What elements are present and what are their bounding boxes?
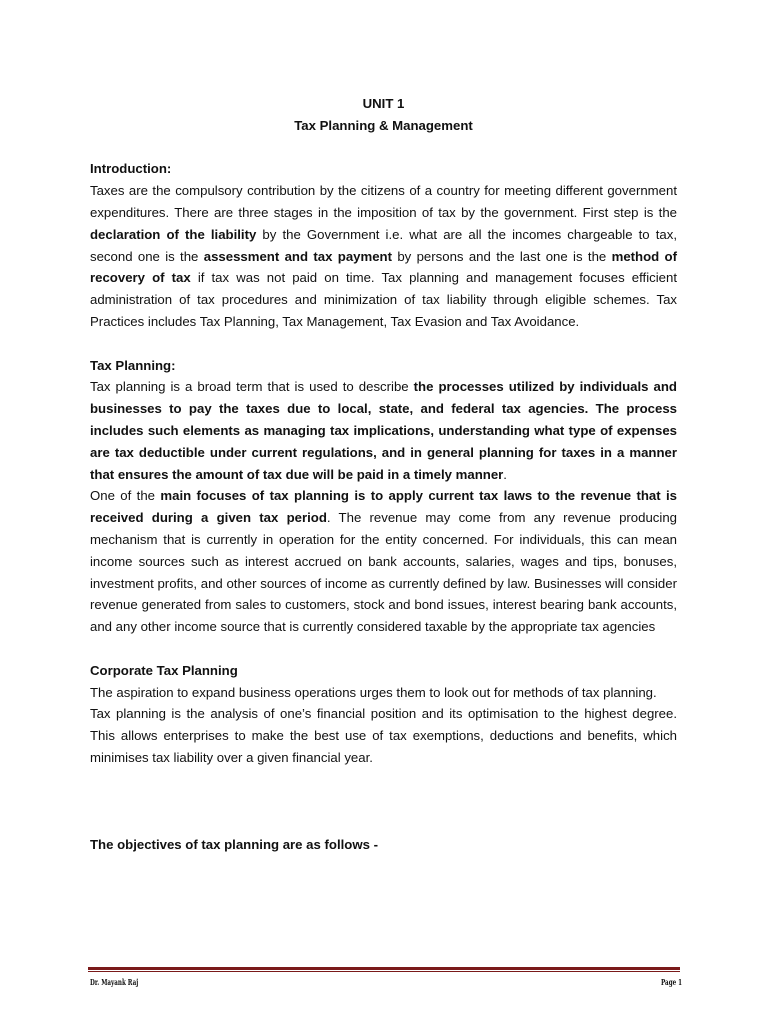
intro-paragraph: [90, 180, 677, 333]
document-title: Tax Planning & Management: [294, 117, 473, 133]
text-run: Tax planning is a broad term that is used to describe: [90, 379, 414, 395]
intro-heading: Introduction:: [90, 161, 172, 177]
text-run: One of the: [90, 488, 161, 504]
text-run: Taxes are the compulsory contribution by the citizens of a country for meeting different government expenditures. There are three stages in the imposition of tax by the government. First step is the: [90, 183, 677, 220]
document-body: [90, 93, 677, 856]
tax-planning-heading: Tax Planning:: [90, 357, 176, 373]
corporate-paragraph-2: Tax planning is the analysis of one’s financial position and its optimisation to the highest degree. This allows enterprises to make the best use of tax exemptions, deductions and benefits, which minimises tax liability over a given financial year.: [90, 706, 677, 765]
bold-text-run: main focuses of tax planning is to apply current tax laws to the revenue that is received during a given tax period: [90, 488, 678, 526]
footer-author: Dr. Mayank Raj: [90, 977, 139, 987]
text-run: by persons and the last one is the: [392, 248, 612, 264]
bold-text-run: declaration of the liability: [90, 226, 257, 242]
corporate-tax-planning-heading: Corporate Tax Planning: [90, 662, 238, 678]
objectives-heading: The objectives of tax planning are as follows -: [90, 837, 378, 853]
bold-text-run: assessment and tax payment: [203, 248, 392, 264]
footer-page-number: Page 1: [661, 977, 683, 987]
text-run: by the Government i.e. what are all the incomes chargeable to tax, second one is the: [90, 226, 677, 264]
footer-rule-thin: [88, 971, 680, 972]
footer-rule: [88, 967, 680, 970]
corporate-paragraph-1: The aspiration to expand business operations urges them to look out for methods of tax planning.: [90, 684, 657, 700]
text-run: .: [503, 466, 507, 482]
text-run: . The revenue may come from any revenue producing mechanism that is currently in operation for the entity concerned. For individuals, this can mean income sources such as interest accrued on bank accounts, salaries, wages and tips, bonuses, investment profits, and other sources of income as currently defined by law. Businesses will consider revenue generated from sales to customers, stock and bond issues, interest bearing bank accounts, and any other income source that is currently considered taxable by the appropriate tax agencies: [90, 510, 677, 635]
tax-planning-paragraph-2: [90, 485, 677, 638]
bold-text-run: method of recovery of tax: [90, 248, 677, 286]
tax-planning-paragraph-1: [90, 376, 677, 485]
text-run: if tax was not paid on time. Tax planning and management focuses efficient administration of tax procedures and minimization of tax liability through eligible schemes. Tax Practices includes Tax Planning, Tax Management, Tax Evasion and Tax Avoidance.: [90, 270, 678, 329]
bold-text-run: the processes utilized by individuals and businesses to pay the taxes due to local, state, and federal tax agencies. The process includes such elements as managing tax implications, understanding what type of expenses are tax deductible under current regulations, and in general planning for taxes in a manner that ensures the amount of tax due will be paid in a timely manner: [90, 379, 677, 482]
unit-label: UNIT 1: [362, 96, 405, 111]
